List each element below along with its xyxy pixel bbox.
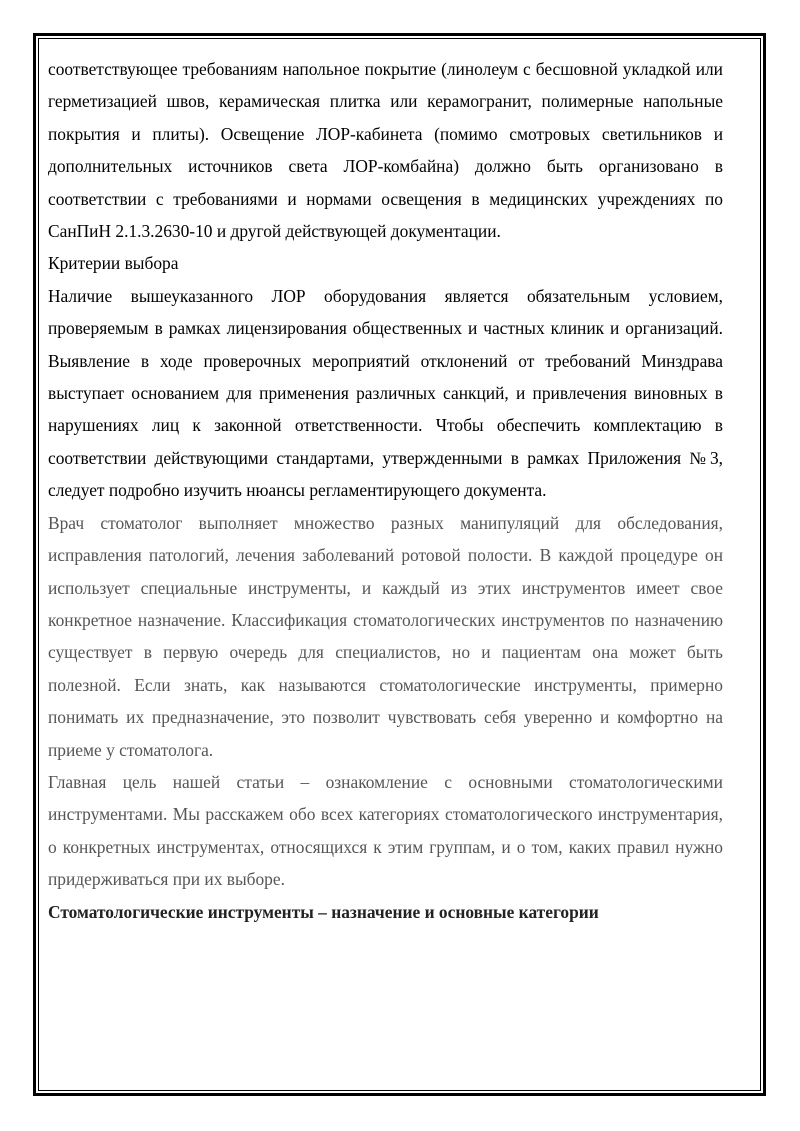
document-body bbox=[48, 53, 723, 928]
paragraph-dentist-manipulations: Врач стоматолог выполняет множество разных манипуляций для обследования, исправления патологий, лечения заболеваний ротовой полости. В каждой процедуре он использует специальные инструменты, и каждый из этих инструментов имеет свое конкретное назначение. Классификация стоматологических инструментов по назначению существует в первую очередь для специалистов, но и пациентам она может быть полезной. Если знать, как называются стоматологические инструменты, примерно понимать их предназначение, это позволит чувствовать себя уверенно и комфортно на приеме у стоматолога. bbox=[48, 512, 723, 760]
paragraph-article-goal: Главная цель нашей статьи – ознакомление с основными стоматологическими инструментами. Мы расскажем обо всех категориях стоматологического инструментария, о конкретных инструментах, относящихся к этим группам, и о том, каких правил нужно придерживаться при их выборе. bbox=[48, 771, 723, 890]
subheading-selection-criteria: Критерии выбора bbox=[48, 253, 179, 274]
section-heading-dental-instruments: Стоматологические инструменты – назначение и основные категории bbox=[48, 901, 599, 922]
paragraph-lor-licensing: Наличие вышеуказанного ЛОР оборудования является обязательным условием, проверяемым в рамках лицензирования общественных и частных клиник и организаций. Выявление в ходе проверочных мероприятий отклонений от требований Минздрава выступает основанием для применения различных санкций, и привлечения виновных в нарушениях лиц к законной ответственности. Чтобы обеспечить комплектацию в соответствии действующими стандартами, утвержденными в рамках Приложения №3, следует подробно изучить нюансы регламентирующего документа. bbox=[48, 285, 723, 501]
paragraph-lor-flooring-lighting: соответствующее требованиям напольное покрытие (линолеум с бесшовной укладкой или герметизацией швов, керамическая плитка или керамогранит, полимерные напольные покрытия и плиты). Освещение ЛОР-кабинета (помимо смотровых светильников и дополнительных источников света ЛОР-комбайна) должно быть организовано в соответствии с требованиями и нормами освещения в медицинских учреждениях по СанПиН 2.1.3.2630-10 и другой действующей документации. bbox=[48, 59, 723, 242]
